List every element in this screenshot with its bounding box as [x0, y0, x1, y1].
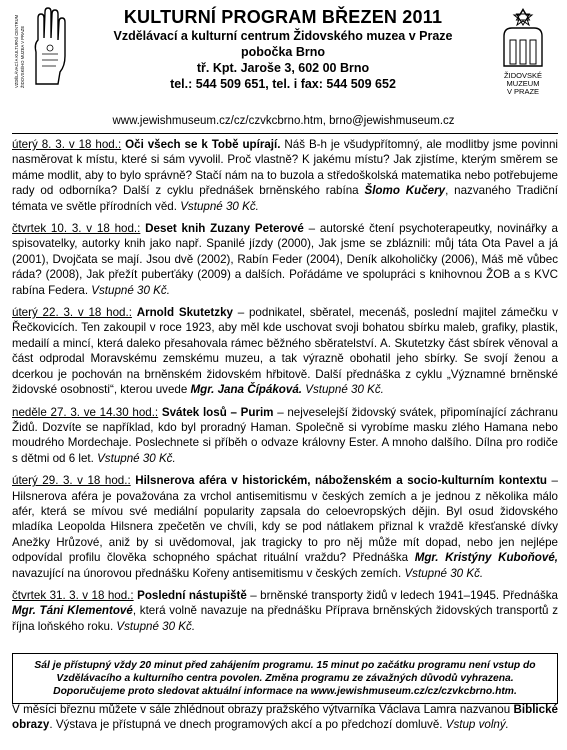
event-admission: Vstupné 30 Kč. — [305, 383, 384, 397]
footer-text: V měsíci březnu můžete v sále zhlédnout obrazy pražského výtvarníka Václava Lamra nazvanou — [12, 703, 514, 716]
page-header — [0, 0, 567, 127]
event-text: – podnikatel, sběratel, mecenáš, poslední majitel zámečku v Řečkovicích. Ten zakoupil v roce 1923, aby měl kde uschovat svoji bohatou sbírku maleb, grafiky, plastik, medailí a mincí, která daleko přesahovala rámec běžného sběratelství. A. Skutetzky část sbírek věnoval a část odprodal Moravskému zemskému muzeu, a tak výrazně obohatil jeho sbírky. Se svojí ženou a dcerkou je pochován na brněnském židovském hřbitově. Další přednáška z cyklu „Významné brněnské židovské osobnosti“, kterou uvede — [12, 306, 558, 397]
event-admission: Vstupné 30 Kč. — [116, 619, 196, 633]
org-name: Vzdělávací a kulturní centrum Židovského muzea v Praze — [113, 29, 453, 43]
exhibition-title: Biblické obrazy — [12, 703, 558, 732]
event-date: úterý 29. 3. v 18 hod.: — [12, 474, 131, 488]
event-item — [12, 305, 558, 397]
event-title: Svátek losů – Purim — [161, 405, 274, 419]
free-admission: Vstup volný. — [445, 718, 509, 732]
event-text: – nejveselejší židovský svátek, připomínající záchranu Židů. Dozvíte se například, kdo byl proradný Haman. Společně si vyrobíme masku zlého Hamana nebo moudrého Mordechaje. Poslechnete si příběh o odvaze královny Ester. A mnoho dalšího. Dílna pro rodiče s dětmi od 6 let. — [12, 405, 558, 465]
notice-box — [12, 653, 558, 704]
svg-text:VZDĚLÁVACÍ A KULTURNÍ CENTRUM: VZDĚLÁVACÍ A KULTURNÍ CENTRUM — [14, 14, 19, 88]
event-admission: Vstupné 30 Kč. — [97, 451, 176, 465]
header-text-block — [82, 6, 484, 92]
footer-text: . Výstava je přístupná ve dnech programových akcí a po předchozí domluvě. — [49, 718, 446, 732]
event-title: Hilsnerova aféra v historickém, náboženském a socio-kulturním kontextu — [135, 474, 548, 488]
event-title: Arnold Skutetzky — [136, 306, 233, 320]
jewish-museum-logo — [490, 6, 556, 96]
web-contact[interactable]: www.jewishmuseum.cz/cz/czvkcbrno.htm, brno@jewishmuseum.cz — [112, 115, 455, 127]
event-date: úterý 8. 3. v 18 hod.: — [12, 138, 122, 151]
exhibition-note — [12, 702, 558, 733]
svg-text:ŽIDOVSKÉ: ŽIDOVSKÉ — [504, 71, 542, 80]
event-text: , která volně navazuje na přednášku Příprava brněnských židovských transportů z října loňského roku. — [12, 604, 558, 633]
event-item — [12, 405, 558, 467]
event-speaker: Šlomo Kučery — [364, 184, 446, 198]
event-text: – Hilsnerova aféra je považována za vrchol antisemitismu v českých zemích a je jednou z několika málo afér, která se mívou své mediální popularity zapsala do celoevropských dějin. Byl osud židovského mladíka Leopolda Hilsnera zpečetěn ve chvíli, kdy se pod nátlakem přiznal k vraždě křesťanské dívky Anežky Hrůzové, aniž by si uvědomoval, jak tragicky to pro něj může mít dopad, nebo jen nejlépe odpovídal profilu člověka schopného spáchat rituální vraždu? Přednáška — [12, 474, 558, 565]
event-text: navazující na únorovou přednášku Kořeny antisemitismu v českých zemích. — [12, 566, 405, 580]
event-text: – autorské čtení psychoterapeutky, novinářky a spisovatelky, autorky knih jako např. Spanilé jízdy (2000), Jak jsme se zbláznili: můj táta Ota Pavel a já (2001), Dvojčata se mají. Jsou dvě (2002), Rabín Feder (2004), Deník alkoholičky (2006), Máš mě vůbec ráda? (2008), Jak přežít puberťáky (2009) a dalších. Pořádáme ve spolupráci s knihovnou ŽOB a s KVC rabína Federa. — [12, 222, 558, 297]
event-admission: Vstupné 30 Kč. — [404, 566, 484, 580]
event-speaker: Mgr. Táni Klementové — [12, 604, 133, 618]
event-date: úterý 22. 3. v 18 hod.: — [12, 306, 132, 320]
header-divider — [12, 133, 558, 134]
event-text: , nazvaného Tradiční témata ve světle přírodních věd. — [12, 184, 558, 213]
notice-line: Sál je přístupný vždy 20 minut před zahájením programu. 15 minut po začátku programu není vstup do — [34, 660, 536, 671]
svg-text:V PRAZE: V PRAZE — [506, 87, 540, 96]
event-speaker: Mgr. Kristýny Kuboňové, — [414, 551, 558, 565]
notice-line: Doporučujeme proto sledovat aktuální informace na www.jewishmuseum.cz/cz/czvkcbrno.htm. — [53, 686, 517, 697]
event-text: Náš B-h je všudypřítomný, ale modlitby jsme povinni nasměrovat k místu, které si sám vyvolil. Proč vlastně? K jakému místu? Jak zjistíme, kterým směrem se máme modlit, aby to bylo správně? Stačí nám na to buzola a středoškolská matematika nebo potřebujeme rady od odborníka? Další z cyklu přednášek brněnského rabína — [12, 138, 558, 198]
program-list — [12, 137, 558, 641]
event-title: Deset knih Zuzany Peterové — [145, 222, 304, 236]
event-date: čtvrtek 31. 3. v 18 hod.: — [12, 588, 134, 602]
vkc-logo — [8, 4, 78, 90]
svg-text:ŽIDOVSKÉHO MUZEA V PRAZE: ŽIDOVSKÉHO MUZEA V PRAZE — [20, 25, 25, 88]
event-date: neděle 27. 3. ve 14.30 hod.: — [12, 405, 159, 419]
event-text: – brněnské transporty židů v ledech 1941–1945. Přednáška — [246, 588, 558, 602]
event-title: Oči všech se k Tobě upírají. — [125, 138, 281, 151]
event-admission: Vstupné 30 Kč. — [180, 199, 259, 213]
event-item — [12, 221, 558, 298]
event-date: čtvrtek 10. 3. v 18 hod.: — [12, 222, 141, 236]
page-title: KULTURNÍ PROGRAM BŘEZEN 2011 — [123, 7, 443, 27]
branch-name: pobočka Brno — [240, 45, 326, 59]
phone: tel.: 544 509 651, tel. i fax: 544 509 652 — [170, 77, 396, 91]
event-item — [12, 137, 558, 214]
svg-text:MUZEUM: MUZEUM — [506, 79, 540, 88]
event-item — [12, 473, 558, 581]
event-title: Poslední nástupiště — [137, 588, 247, 602]
address: tř. Kpt. Jaroše 3, 602 00 Brno — [196, 61, 370, 75]
notice-line: Vzdělávacího a kulturního centra povolen. Změna programu ze závažných důvodů vyhrazena. — [56, 673, 514, 684]
event-item — [12, 588, 558, 634]
event-speaker: Mgr. Jana Čípáková. — [190, 383, 302, 397]
event-admission: Vstupné 30 Kč. — [91, 283, 170, 297]
